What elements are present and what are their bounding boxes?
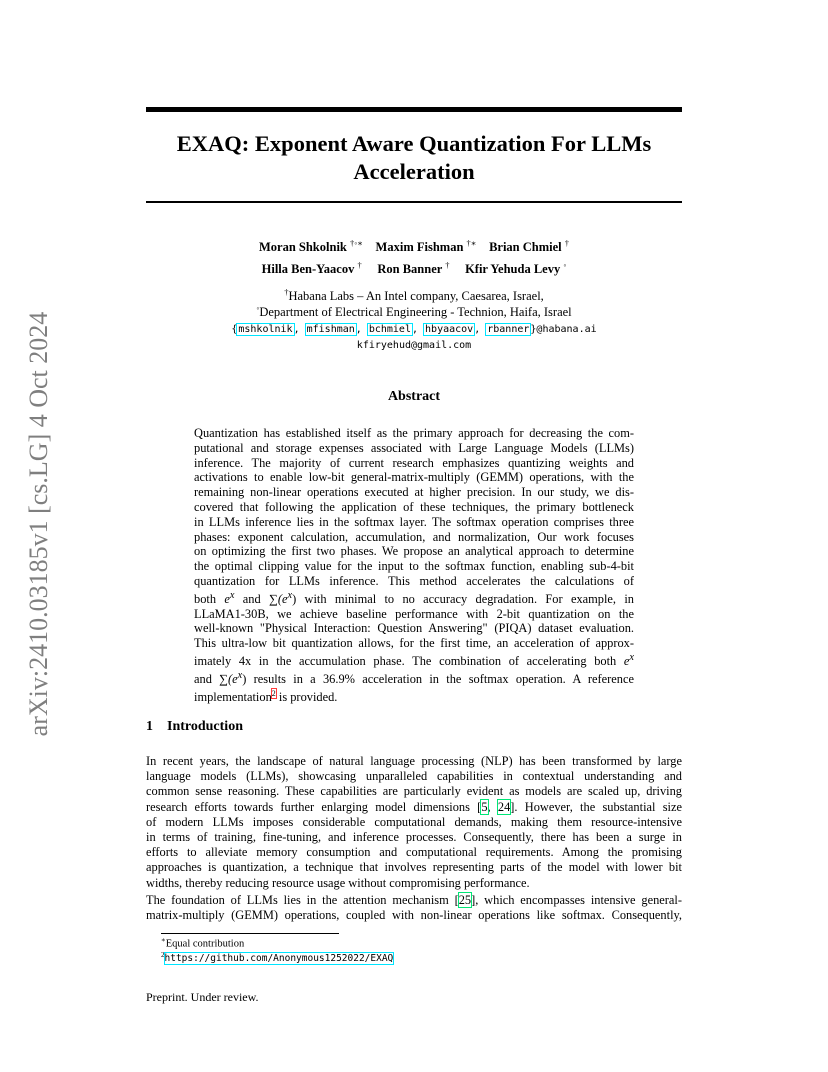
math-exp: e <box>224 591 230 606</box>
paragraph-line: efforts to alleviate memory consumption and computational requirements. Among the promising <box>146 845 682 860</box>
author-name: Ron Banner <box>377 262 443 277</box>
repository-link[interactable]: https://github.com/Anonymous1252022/EXAQ <box>164 953 394 965</box>
abstract-body <box>194 426 634 705</box>
paragraph-line: approaches is quantization, a technique that involves representing parts of the model with lower bit <box>146 860 682 875</box>
author-name: Maxim Fishman <box>375 240 464 255</box>
intro-paragraph-1 <box>146 754 682 891</box>
math-sup: x <box>629 652 634 664</box>
text-run: imately 4x in the accumulation phase. The combination of accelerating both <box>194 654 624 669</box>
abstract-line: putational and storage expenses associated with Large Language Models (LLMs) <box>194 440 634 455</box>
paragraph-line-citation <box>146 800 682 815</box>
text-run: implementation <box>194 690 272 705</box>
abstract-line: the optimal clipping value for the input to the softmax function, enabling sub-4-bit <box>194 559 634 574</box>
text-run: ) results in a 36.9% acceleration in the softmax operation. A reference <box>242 672 634 687</box>
affiliation-text: Habana Labs – An Intel company, Caesarea, Israel, <box>288 289 544 304</box>
author-name: Kfir Yehuda Levy <box>465 262 561 277</box>
email-line-1 <box>146 322 682 338</box>
email-separator: , <box>355 324 368 335</box>
author-marks: †◦∗ <box>350 238 364 248</box>
paragraph-line: common sense reasoning. These capabilities are particularly evident as models are scaled up, driving <box>146 784 682 799</box>
paragraph-line: in terms of training, fine-tuning, and inference processes. Consequently, there has been a surge in <box>146 830 682 845</box>
text-run: and <box>194 672 220 687</box>
footnote-1 <box>161 936 244 950</box>
abstract-line: in LLMs inference lies in the softmax layer. The softmax operation comprises three <box>194 514 634 529</box>
abstract-line: inference. The majority of current research emphasizes quantizing weights and <box>194 455 634 470</box>
paragraph-line: In recent years, the landscape of natural language processing (NLP) has been transformed by large <box>146 754 682 768</box>
abstract-line: Quantization has established itself as the primary approach for decreasing the com- <box>194 426 634 440</box>
citation-link[interactable]: 5 <box>481 799 488 814</box>
abstract-line: phases: exponent calculation, accumulation, and normalization, Our work focuses <box>194 529 634 544</box>
email-link[interactable]: mshkolnik <box>238 324 293 335</box>
abstract-line <box>194 687 634 705</box>
title-top-rule <box>146 107 682 112</box>
author-row-1 <box>146 238 682 255</box>
email-domain: }@habana.ai <box>530 324 597 335</box>
email-link[interactable]: bchmiel <box>368 324 411 335</box>
author-marks: † <box>564 238 570 248</box>
math-sum: ∑(e <box>269 591 288 606</box>
text-run: ], which encompasses intensive general- <box>471 893 682 907</box>
intro-paragraph-2 <box>146 893 682 923</box>
author-marks: † <box>445 260 450 270</box>
arxiv-identifier-stamp <box>20 296 58 752</box>
title-line-2: Acceleration <box>353 159 475 184</box>
abstract-line: quantization for LLMs inference. This method accelerates the calculations of <box>194 573 634 588</box>
text-run: and <box>234 591 269 606</box>
author-name: Hilla Ben-Yaacov <box>261 262 355 277</box>
author-marks: †∗ <box>466 238 477 248</box>
text-run: is provided. <box>275 690 338 705</box>
text-run: ]. However, the substantial size <box>510 799 682 814</box>
text-run: both <box>194 591 225 606</box>
text-run: research efforts towards further enlarging model dimensions [ <box>146 799 482 814</box>
arxiv-identifier-text: arXiv:2410.03185v1 [cs.LG] 4 Oct 2024 <box>24 311 53 737</box>
title-line-1: EXAQ: Exponent Aware Quantization For LLMs <box>176 131 652 156</box>
text-run: , <box>487 799 498 814</box>
abstract-line: remaining non-linear operations executed at higher precision. In our study, we dis- <box>194 485 634 500</box>
abstract-line: well-known "Physical Interaction: Question Answering" (PIQA) dataset evaluation. <box>194 621 634 636</box>
email-line-2: kfiryehud@gmail.com <box>356 340 472 351</box>
footnote-2 <box>161 951 393 964</box>
abstract-line: This ultra-low bit quantization allows, for the first time, an acceleration of approx- <box>194 636 634 651</box>
author-marks: ◦ <box>563 260 567 270</box>
footnote-ref-link[interactable]: 2 <box>271 688 276 698</box>
math-exp: e <box>623 654 630 669</box>
paragraph-line-citation <box>146 893 682 908</box>
abstract-line: on optimizing the first two phases. We propose an analytical approach to determine <box>194 544 634 559</box>
author-name: Moran Shkolnik <box>258 240 347 255</box>
section-title: Introduction <box>167 719 243 734</box>
abstract-line: covered that following the application of these techniques, the primary bottleneck <box>194 499 634 514</box>
affiliation-text: Department of Electrical Engineering - Technion, Haifa, Israel <box>259 305 572 320</box>
paragraph-line: language models (LLMs), showcasing unparalleled capabilities in contextual understanding and <box>146 769 682 784</box>
author-row-2 <box>146 260 682 277</box>
author-marks: † <box>357 260 362 270</box>
paper-title <box>146 130 682 186</box>
email-separator: , <box>411 324 425 335</box>
section-heading-introduction <box>146 719 243 735</box>
math-sup: x <box>237 670 243 681</box>
email-separator: , <box>474 324 487 335</box>
footnote-rule <box>161 933 339 934</box>
email-link[interactable]: mfishman <box>306 324 355 335</box>
section-number: 1 <box>146 719 153 734</box>
email-link[interactable]: rbanner <box>487 324 530 335</box>
math-sum: ∑(e <box>219 672 238 687</box>
footnote-text: Equal contribution <box>165 938 245 950</box>
email-brace: { <box>231 324 238 335</box>
citation-link[interactable]: 25 <box>458 893 472 907</box>
abstract-line: activations to enable low-bit general-matrix-multiply (GEMM) operations, with the <box>194 470 634 485</box>
email-separator: , <box>293 324 306 335</box>
paragraph-line: matrix-multiply (GEMM) operations, coupled with non-linear operations like softmax. Consequently, <box>146 908 682 923</box>
title-bottom-rule <box>146 201 682 203</box>
affiliation-mark: † <box>284 287 289 297</box>
affiliation-2 <box>146 300 682 320</box>
footnote-mark: ∗ <box>161 936 166 944</box>
email-link[interactable]: hbyaacov <box>425 324 474 335</box>
abstract-line-math <box>194 669 634 687</box>
citation-link[interactable]: 24 <box>497 799 511 814</box>
preprint-notice: Preprint. Under review. <box>146 990 259 1004</box>
math-sup: x <box>287 589 293 601</box>
text-run: The foundation of LLMs lies in the attention mechanism [ <box>146 893 459 907</box>
abstract-heading: Abstract <box>387 389 441 404</box>
abstract-line: LLaMA1-30B, we achieve baseline performance with 2-bit quantization on the <box>194 606 634 621</box>
affiliation-mark: ◦ <box>256 303 260 313</box>
paragraph-line: widths, thereby reducing resource usage without compromising performance. <box>146 875 530 890</box>
abstract-line-math <box>194 589 634 607</box>
paragraph-line: of modern LLMs imposes considerable computational demands, making them resource-intensive <box>146 814 682 829</box>
text-run: ) with minimal to no accuracy degradation. For example, in <box>292 591 634 606</box>
footnote-mark: 2 <box>161 951 165 959</box>
abstract-line-math <box>194 651 634 669</box>
author-name: Brian Chmiel <box>489 240 562 255</box>
math-sup: x <box>229 589 235 601</box>
